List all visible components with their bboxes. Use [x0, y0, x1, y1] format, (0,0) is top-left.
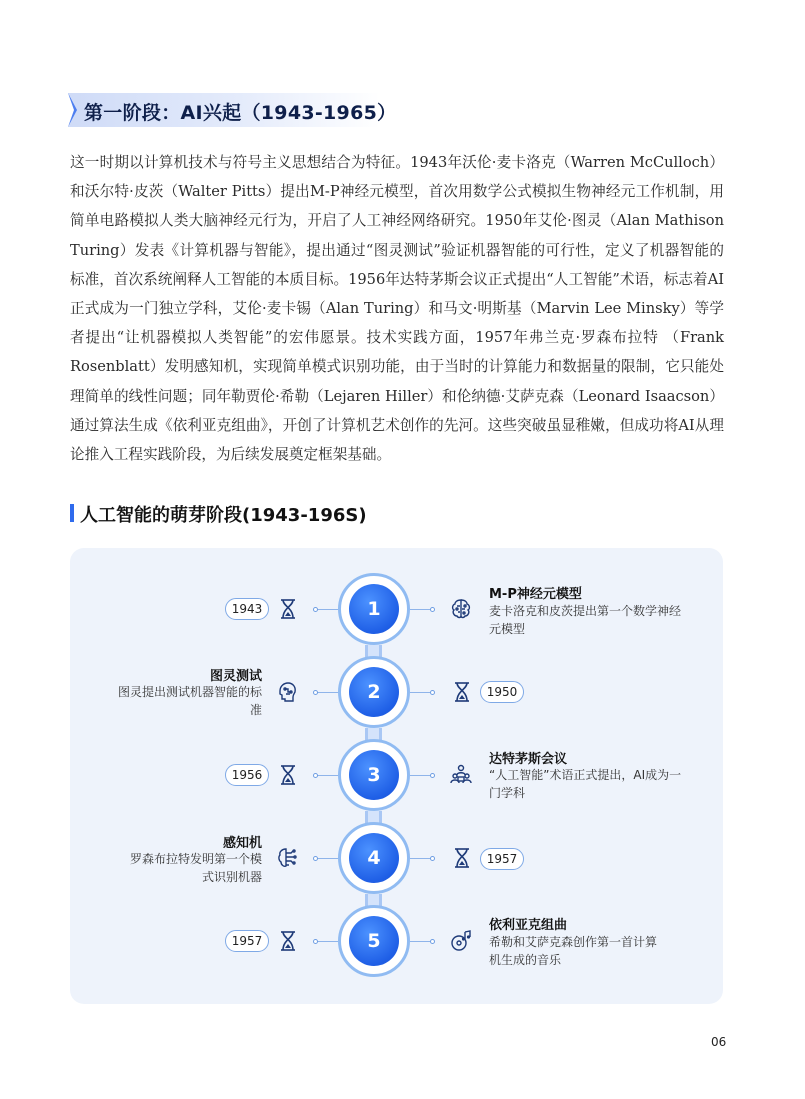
year-badge: 1950 [480, 681, 524, 703]
event-description: 图灵提出测试机器智能的标准 [117, 685, 262, 717]
connector-dot [430, 856, 435, 861]
event-title: 感知机 [222, 836, 262, 851]
brain-circuit-icon [449, 597, 473, 621]
connector-line [410, 609, 432, 610]
section-banner [68, 93, 397, 127]
event-description: 希勒和艾萨克森创作第一首计算机生成的音乐 [489, 935, 658, 967]
event-description: 罗森布拉特发明第一个模式识别机器 [129, 852, 262, 884]
event-description: “人工智能”术语正式提出，AI成为一门学科 [489, 768, 682, 800]
hourglass-icon [276, 929, 300, 953]
event-title: 达特茅斯会议 [489, 752, 568, 767]
page-number: 06 [711, 1035, 727, 1049]
meeting-people-icon [449, 763, 473, 787]
connector-line [316, 609, 338, 610]
step-number: 1 [349, 584, 399, 634]
step-5-circle [338, 905, 410, 977]
step-number: 4 [349, 833, 399, 883]
timeline-title: 人工智能的萌芽阶段(1943-196S) [80, 505, 367, 526]
connector-dot [313, 939, 318, 944]
connector-line [410, 941, 432, 942]
year-badge: 1943 [225, 598, 269, 620]
connector-dot [313, 773, 318, 778]
ai-brain-chip-icon [275, 846, 299, 870]
body-paragraph: 这一时期以计算机技术与符号主义思想结合为特征。1943年沃伦·麦卡洛克（Warren McCulloch）和沃尔特·皮茨（Walter Pitts）提出M-P神经元模型，首次用数学公式模拟生物神经元工作机制，用简单电路模拟人类大脑神经元行为，开启了人工神经网络研究。1950年艾伦·图灵（Alan Mathison Turing）发表《计算机器与智能》，提出通过“图灵测试”验证机器智能的可行性，定义了机器智能的标准，首次系统阐释人工智能的本质目标。1956年达特茅斯会议正式提出“人工智能”术语，标志着AI正式成为一门独立学科，艾伦·麦卡锡（Alan Turing）和马文·明斯基（Marvin Lee Minsky）等学者提出“让机器模拟人类智能”的宏伟愿景。技术实践方面，1957年弗兰克·罗森布拉特 （Frank Rosenblatt）发明感知机，实现简单模式识别功能，由于当时的计算能力和数据量的限制，它只能处理简单的线性问题；同年勒贾伦·希勒（Lejaren Hiller）和伦纳德·艾萨克森（Leonard Isaacson）通过算法生成《依利亚克组曲》，开创了计算机艺术创作的先河。这些突破虽显稚嫩，但成功将AI从理论推入工程实践阶段，为后续发展奠定框架基础。 [70, 154, 724, 464]
event-description: 麦卡洛克和皮茨提出第一个数学神经元模型 [489, 604, 682, 636]
hourglass-icon [450, 680, 474, 704]
connector-line [316, 775, 338, 776]
connector-dot [430, 773, 435, 778]
year-badge: 1957 [480, 848, 524, 870]
connector-line [410, 775, 432, 776]
step-number: 5 [349, 916, 399, 966]
connector-line [316, 858, 338, 859]
step-number: 3 [349, 750, 399, 800]
step-3-circle [338, 739, 410, 811]
hourglass-icon [276, 763, 300, 787]
connector-dot [313, 690, 318, 695]
banner-notch-inner [68, 93, 74, 127]
connector-dot [430, 690, 435, 695]
step-1-circle [338, 573, 410, 645]
ai-head-icon [275, 680, 299, 704]
year-badge: 1956 [225, 764, 269, 786]
event-title: 图灵测试 [209, 669, 262, 684]
year-badge: 1957 [225, 930, 269, 952]
hourglass-icon [276, 597, 300, 621]
event-title: M-P神经元模型 [489, 587, 582, 602]
section-title: 第一阶段：AI兴起（1943-1965） [84, 102, 397, 124]
connector-line [410, 858, 432, 859]
event-title: 依利亚克组曲 [489, 918, 568, 933]
connector-line [316, 941, 338, 942]
music-disc-icon [449, 929, 473, 953]
heading-accent-bar [70, 504, 74, 522]
connector-dot [313, 856, 318, 861]
connector-line [410, 692, 432, 693]
step-number: 2 [349, 667, 399, 717]
step-4-circle [338, 822, 410, 894]
connector-line [316, 692, 338, 693]
hourglass-icon [450, 846, 474, 870]
step-2-circle [338, 656, 410, 728]
connector-dot [430, 607, 435, 612]
connector-dot [313, 607, 318, 612]
connector-dot [430, 939, 435, 944]
